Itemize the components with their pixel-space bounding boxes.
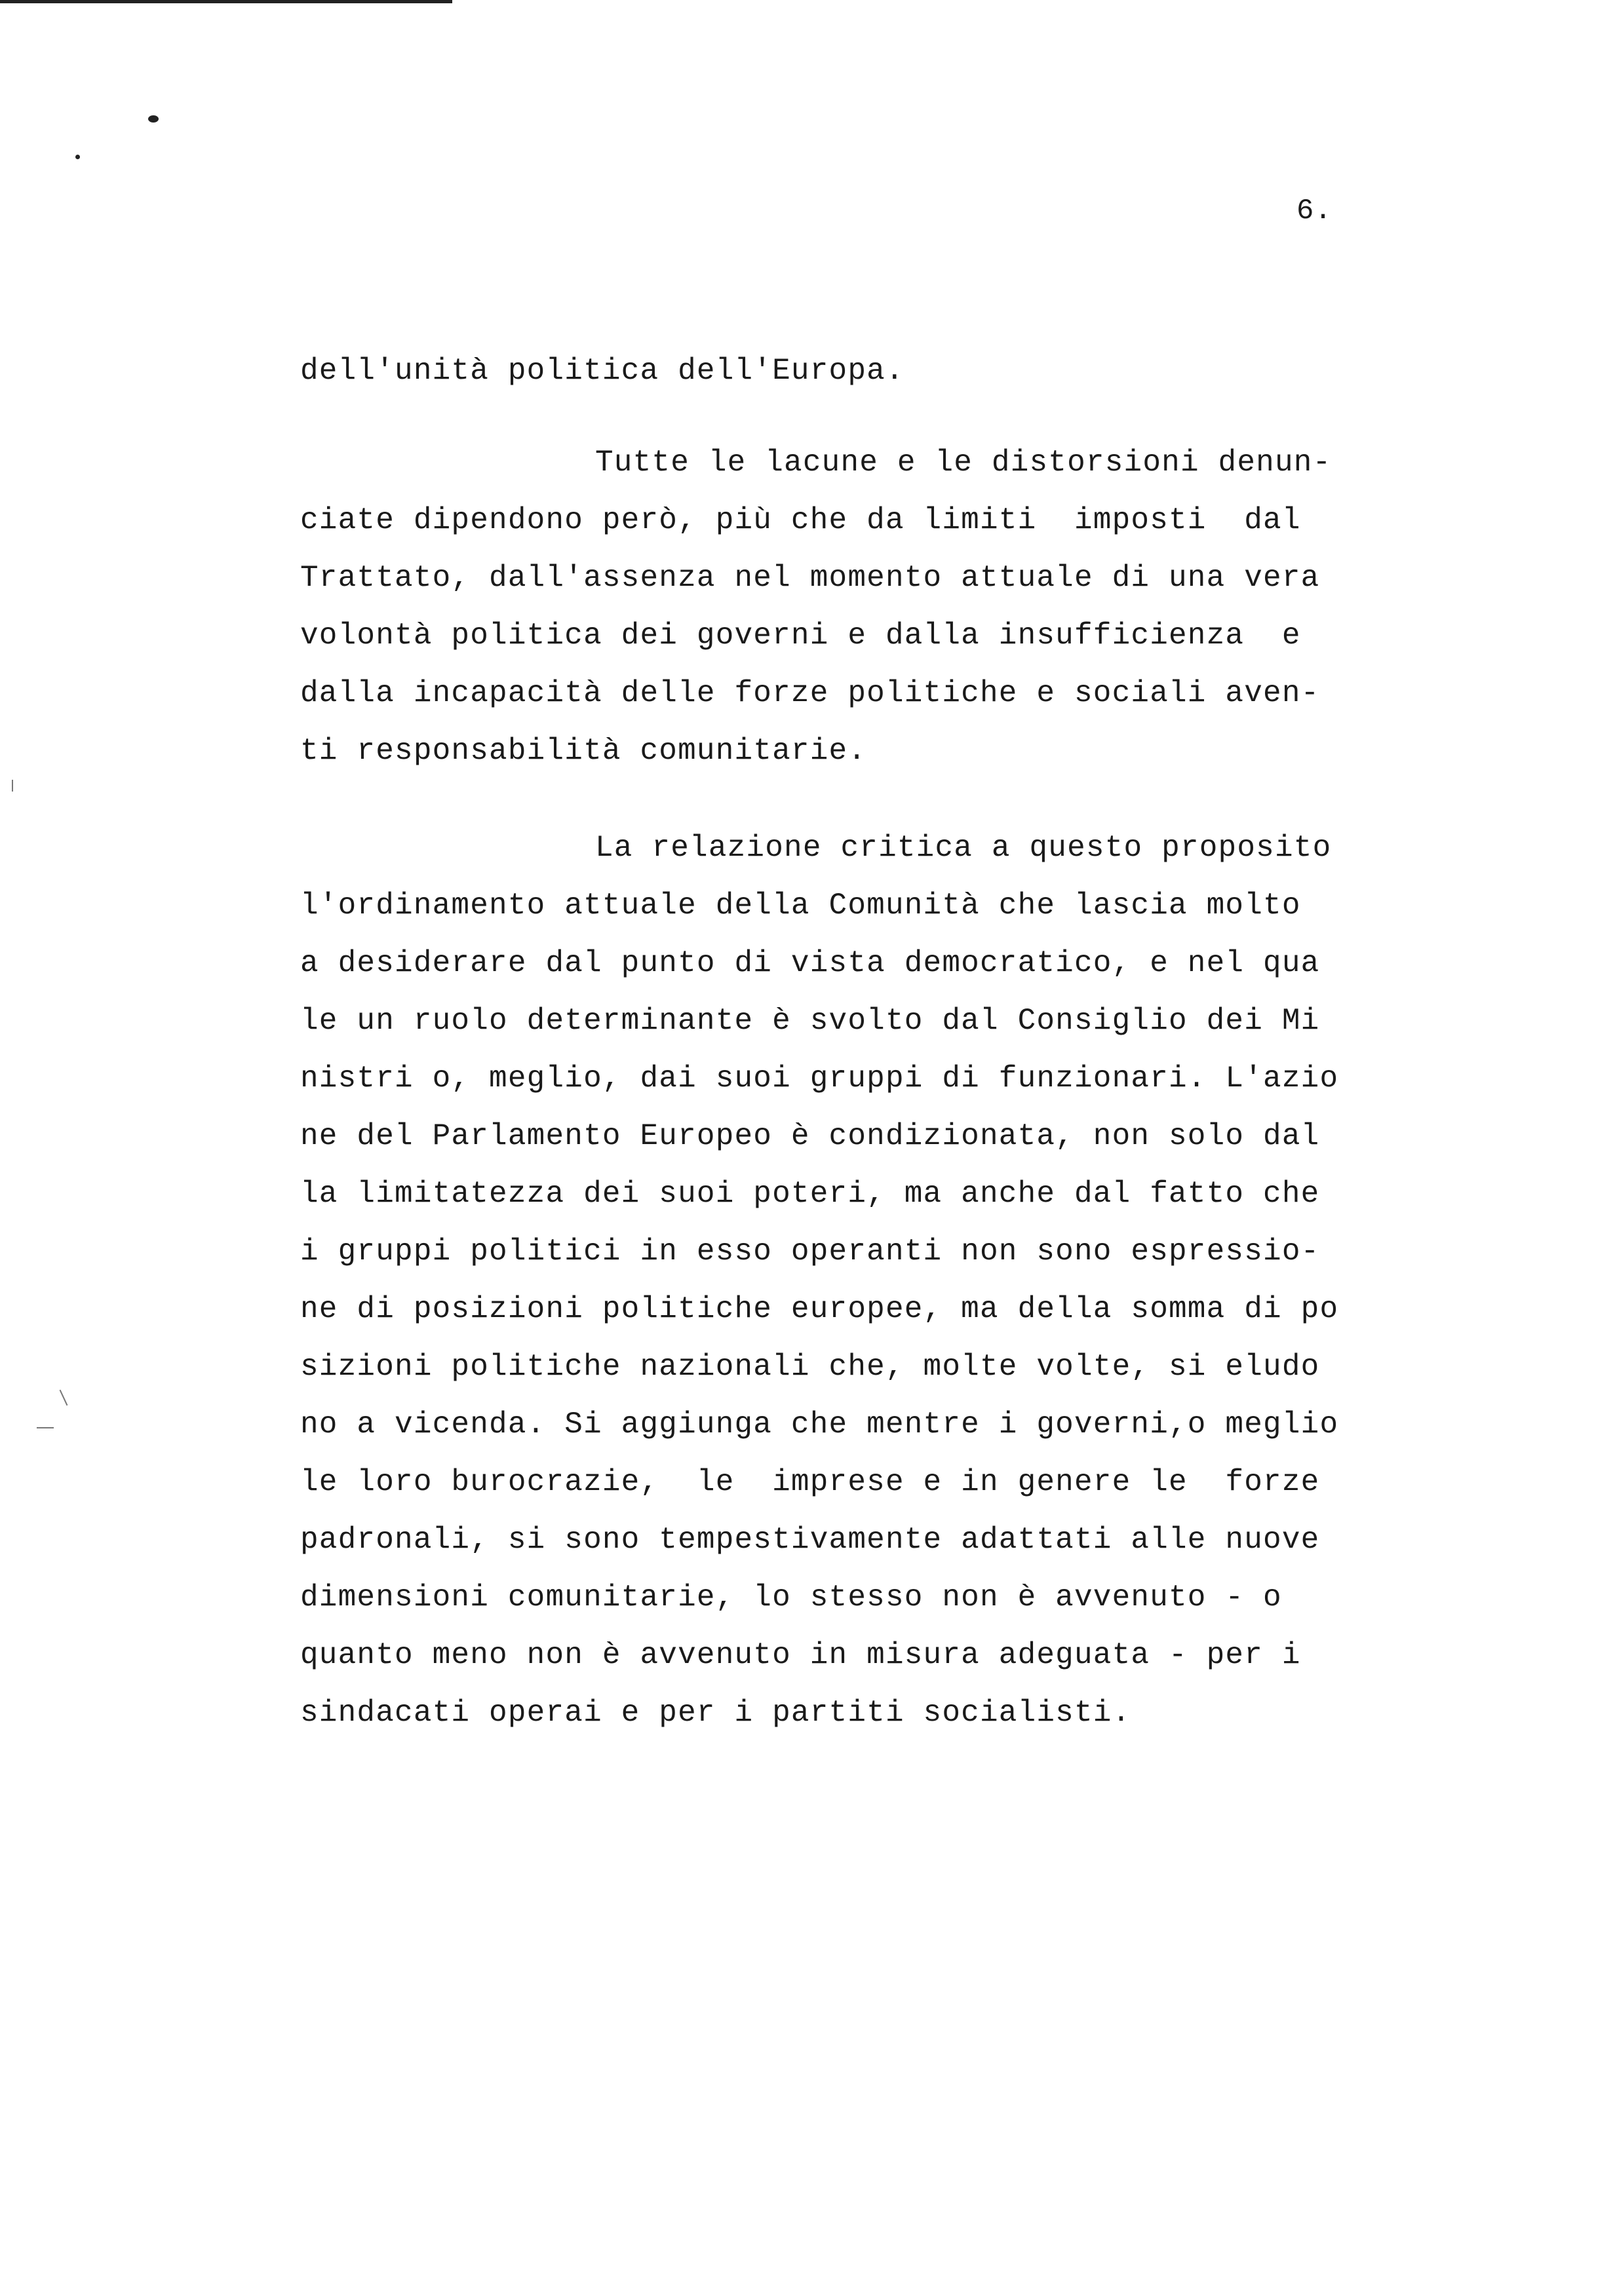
top-edge-rule <box>0 0 452 3</box>
text-line: a desiderare dal punto di vista democratico, e nel qua <box>300 946 1320 980</box>
text-line: dell'unità politica dell'Europa. <box>300 354 905 388</box>
scan-speck <box>148 115 159 123</box>
text-line: padronali, si sono tempestivamente adattati alle nuove <box>300 1523 1320 1557</box>
margin-mark <box>60 1390 68 1406</box>
text-line: no a vicenda. Si aggiunga che mentre i governi,o meglio <box>300 1407 1339 1442</box>
text-line: ciate dipendono però, più che da limiti imposti dal <box>300 503 1301 537</box>
text-line: ne del Parlamento Europeo è condizionata, non solo dal <box>300 1119 1320 1153</box>
text-line: l'ordinamento attuale della Comunità che lascia molto <box>300 889 1301 923</box>
text-line: Trattato, dall'assenza nel momento attuale di una vera <box>300 561 1320 595</box>
text-line: la limitatezza dei suoi poteri, ma anche dal fatto che <box>300 1177 1320 1211</box>
text-line: ne di posizioni politiche europee, ma della somma di po <box>300 1292 1339 1326</box>
margin-mark <box>37 1427 54 1428</box>
page-number: 6. <box>1296 195 1333 227</box>
text-line: sindacati operai e per i partiti socialisti. <box>300 1696 1131 1730</box>
scan-speck <box>75 155 80 159</box>
text-line: La relazione critica a questo proposito <box>595 831 1332 865</box>
text-line: le loro burocrazie, le imprese e in genere le forze <box>300 1465 1320 1499</box>
text-line: ti responsabilità comunitarie. <box>300 734 867 768</box>
text-line: quanto meno non è avvenuto in misura adeguata - per i <box>300 1638 1301 1672</box>
text-line: dimensioni comunitarie, lo stesso non è avvenuto - o <box>300 1580 1282 1615</box>
text-line: i gruppi politici in esso operanti non sono espressio- <box>300 1234 1320 1269</box>
text-line: le un ruolo determinante è svolto dal Consiglio dei Mi <box>300 1004 1320 1038</box>
text-line: sizioni politiche nazionali che, molte volte, si eludo <box>300 1350 1320 1384</box>
text-line: volontà politica dei governi e dalla insufficienza e <box>300 619 1301 653</box>
text-line: nistri o, meglio, dai suoi gruppi di funzionari. L'azio <box>300 1062 1339 1096</box>
text-line: dalla incapacità delle forze politiche e sociali aven- <box>300 676 1320 710</box>
margin-mark <box>12 780 13 792</box>
text-line: Tutte le lacune e le distorsioni denun- <box>595 446 1332 480</box>
